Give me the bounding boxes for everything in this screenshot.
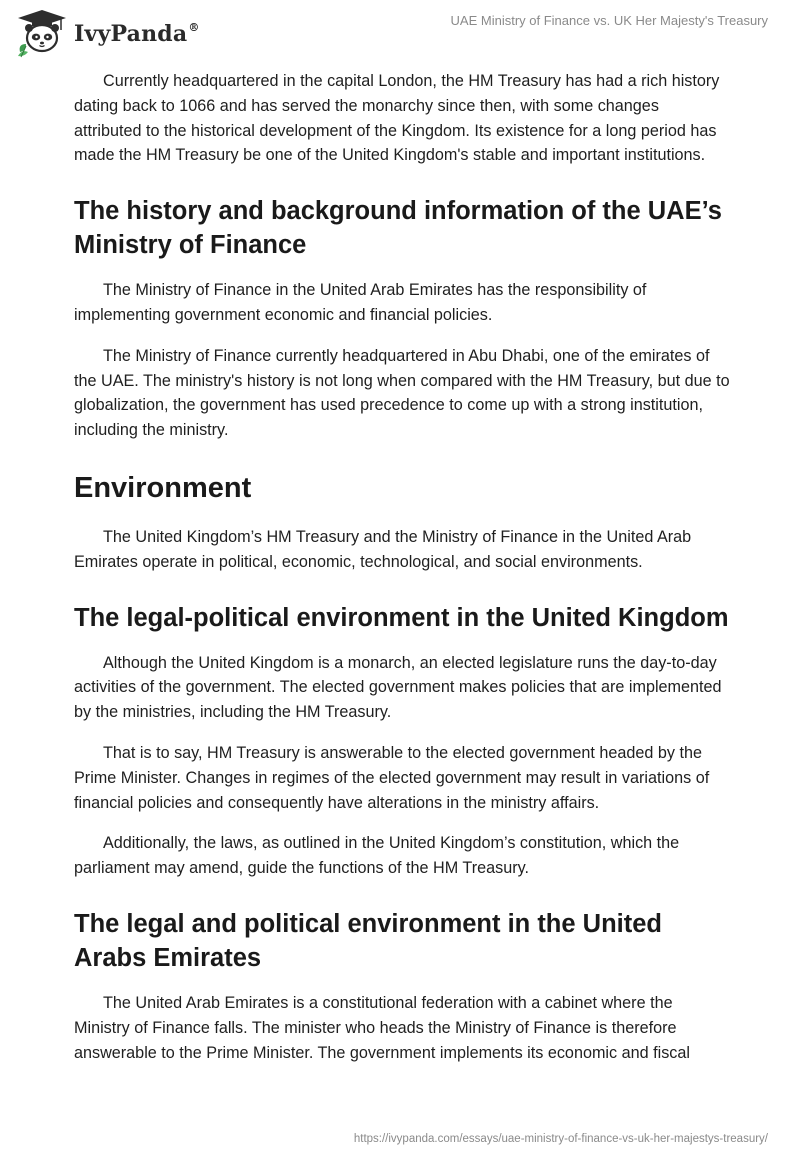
section-heading-environment: Environment <box>74 471 252 504</box>
ivypanda-logo[interactable] <box>14 8 200 58</box>
paragraph: The Ministry of Finance in the United Arab Emirates has the responsibility of implementing government economic and financial policies. <box>74 281 647 324</box>
source-url[interactable]: https://ivypanda.com/essays/uae-ministry-of-finance-vs-uk-her-majestys-treasury/ <box>353 1133 768 1145</box>
document-running-title: UAE Ministry of Finance vs. UK Her Majesty's Treasury <box>450 13 768 28</box>
paragraph: That is to say, HM Treasury is answerable to the elected government headed by the Prime Minister. Changes in regimes of the elected government may result in variations of financial policies and consequently have alterations in the ministry affairs. <box>74 743 710 812</box>
paragraph: Currently headquartered in the capital London, the HM Treasury has had a rich history dating back to 1066 and has served the monarchy since then, with some changes attributed to the historical development of the Kingdom. Its existence for a long period has made the HM Treasury be one of the United Kingdom's stable and important institutions. <box>74 72 720 165</box>
section-heading-uae-history: The history and background information of the UAE’s Ministry of Finance <box>74 197 722 260</box>
paragraph: Additionally, the laws, as outlined in the United Kingdom’s constitution, which the parliament may amend, guide the functions of the HM Treasury. <box>74 834 680 878</box>
essay-body <box>74 69 730 1081</box>
section-heading-uae-legal: The legal and political environment in the United Arabs Emirates <box>74 909 662 972</box>
paragraph: The United Arab Emirates is a constitutional federation with a cabinet where the Ministry of Finance falls. The minister who heads the Ministry of Finance is therefore answerable to the Prime Minister. The government implements its economic and fiscal <box>74 993 691 1062</box>
paragraph: The Ministry of Finance currently headquartered in Abu Dhabi, one of the emirates of the UAE. The ministry's history is not long when compared with the HM Treasury, but due to globalization, the government has used precedence to come up with a strong institution, including the ministry. <box>74 346 730 440</box>
section-heading-uk-legal: The legal-political environment in the United Kingdom <box>74 603 729 632</box>
panda-graduate-icon <box>14 8 70 58</box>
paragraph: The United Kingdom’s HM Treasury and the Ministry of Finance in the United Arab Emirates operate in political, economic, technological, and social environments. <box>74 527 692 571</box>
paragraph: Although the United Kingdom is a monarch, an elected legislature runs the day-to-day activities of the government. The elected government makes policies that are implemented by the ministries, including the HM Treasury. <box>74 653 722 722</box>
page-header <box>0 0 800 64</box>
brand-name: IvyPanda® <box>74 21 200 47</box>
